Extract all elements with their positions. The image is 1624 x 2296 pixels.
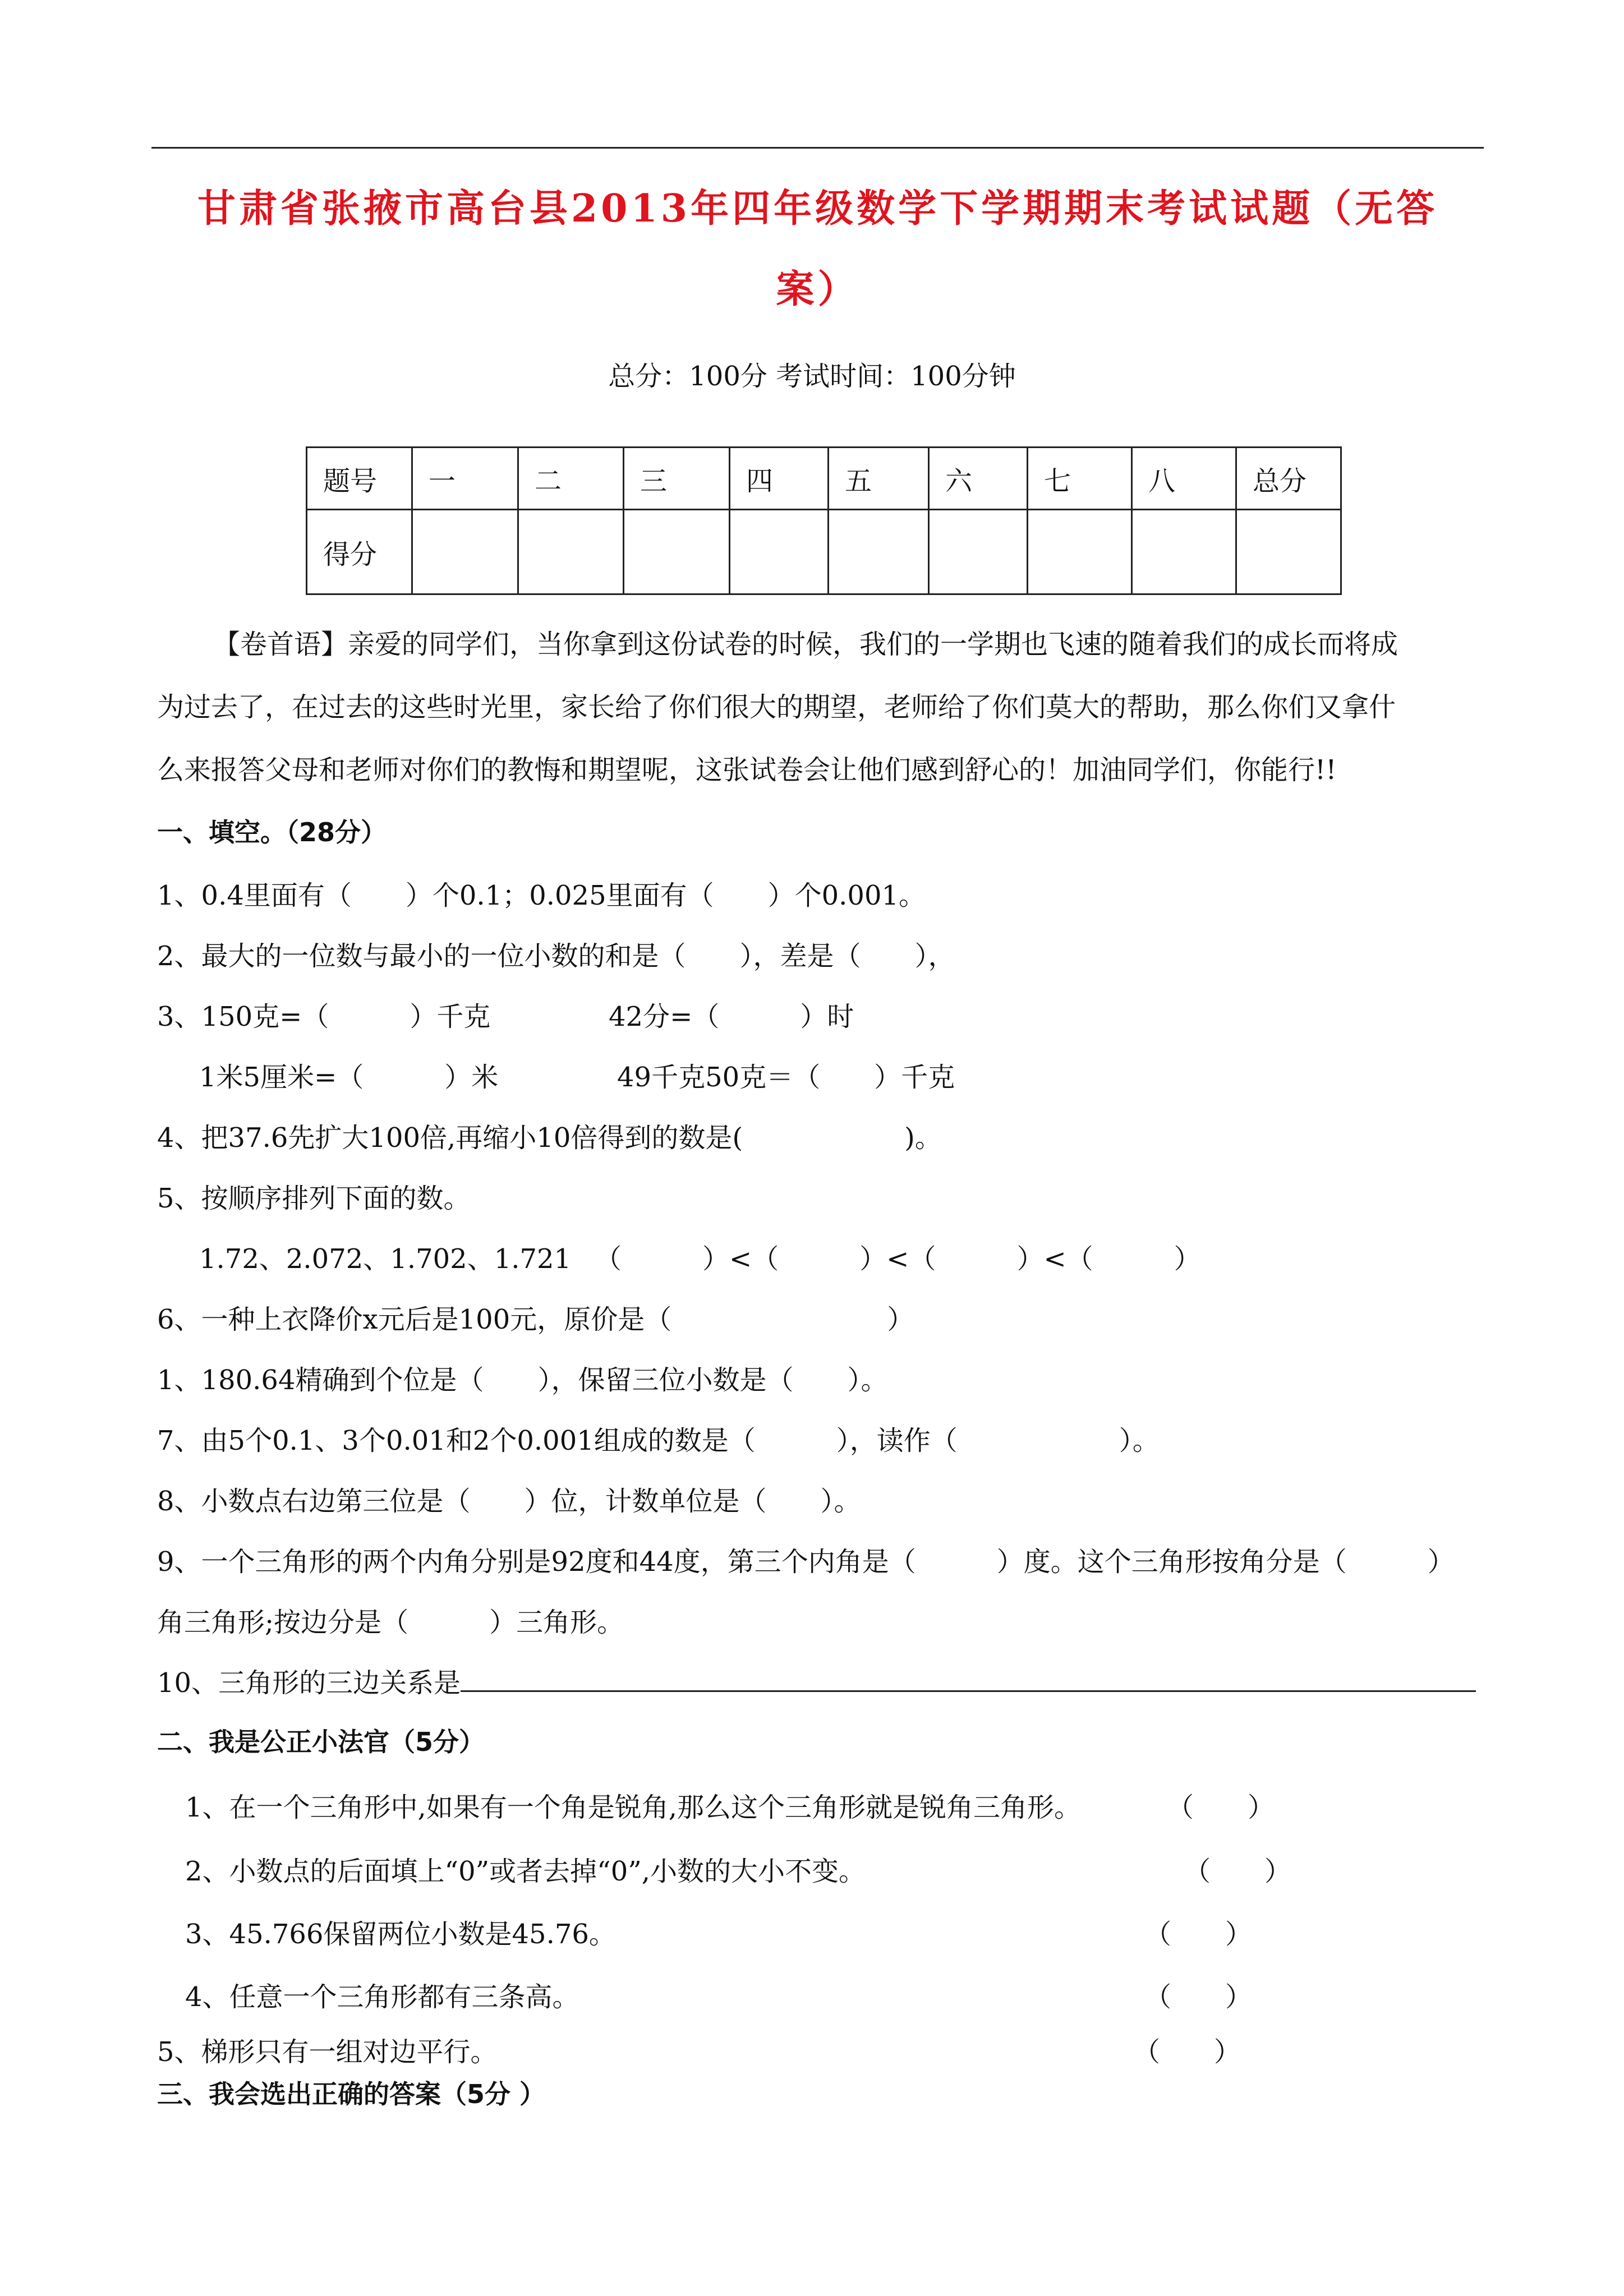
answer-line[interactable] bbox=[461, 1668, 1476, 1692]
question-9b: 角三角形;按边分是（ ）三角形。 bbox=[157, 1607, 624, 1638]
score-cell: 五 bbox=[829, 448, 929, 510]
question-3a: 3、150克=（ ）千克 bbox=[157, 1001, 491, 1032]
judge-paren-3[interactable]: （ ） bbox=[1144, 1919, 1253, 1950]
question-5-numbers: 1.72、2.072、1.702、1.721 bbox=[199, 1243, 572, 1275]
score-entry-cell[interactable] bbox=[730, 510, 829, 594]
score-entry-cell[interactable] bbox=[929, 510, 1028, 594]
preface-line: 【卷首语】亲爱的同学们，当你拿到这份试卷的时候，我们的一学期也飞速的随着我们的成长而将成 bbox=[213, 629, 1398, 660]
score-entry-cell[interactable] bbox=[518, 510, 624, 594]
exam-title-line2: 案） bbox=[776, 267, 859, 312]
judge-paren-4[interactable]: （ ） bbox=[1144, 1981, 1253, 2013]
score-table-score-row bbox=[307, 510, 1341, 594]
score-cell: 七 bbox=[1028, 448, 1132, 510]
question-3d: 49千克50克＝（ ）千克 bbox=[617, 1062, 955, 1093]
exam-meta: 总分：100分 考试时间：100分钟 bbox=[608, 361, 1016, 392]
judge-paren-2[interactable]: （ ） bbox=[1184, 1856, 1292, 1887]
section3-heading: 三、我会选出正确的答案（5分 ） bbox=[157, 2079, 546, 2109]
score-table bbox=[306, 446, 1342, 595]
section1-heading: 一、填空。（28分） bbox=[157, 817, 387, 847]
question-7: 7、由5个0.1、3个0.01和2个0.001组成的数是（ ），读作（ ）。 bbox=[157, 1425, 1160, 1456]
judge-statement-5: 5、梯形只有一组对边平行。 bbox=[157, 2036, 498, 2068]
judge-statement-1: 1、在一个三角形中,如果有一个角是锐角,那么这个三角形就是锐角三角形。 bbox=[185, 1792, 1082, 1823]
score-cell: 总分 bbox=[1236, 448, 1341, 510]
score-cell: 四 bbox=[730, 448, 829, 510]
question-2: 2、最大的一位数与最小的一位小数的和是（ ），差是（ ）， bbox=[157, 940, 955, 972]
score-cell: 八 bbox=[1132, 448, 1236, 510]
score-table-header-row bbox=[307, 448, 1341, 510]
judge-statement-2: 2、小数点的后面填上“0”或者去掉“0”,小数的大小不变。 bbox=[185, 1856, 866, 1887]
question-1b: 1、180.64精确到个位是（ ），保留三位小数是（ ）。 bbox=[157, 1364, 888, 1396]
score-entry-cell[interactable] bbox=[829, 510, 929, 594]
judge-paren-5[interactable]: （ ） bbox=[1133, 2036, 1241, 2068]
score-cell: 三 bbox=[624, 448, 730, 510]
score-cell: 得分 bbox=[307, 510, 412, 594]
preface-line: 么来报答父母和老师对你们的教悔和期望呢，这张试卷会让他们感到舒心的！加油同学们，你能行!! bbox=[157, 754, 1337, 786]
question-6: 6、一种上衣降价x元后是100元，原价是（ ） bbox=[157, 1304, 914, 1335]
question-5: 5、按顺序排列下面的数。 bbox=[157, 1183, 471, 1214]
score-entry-cell[interactable] bbox=[412, 510, 518, 594]
question-4: 4、把37.6先扩大100倍,再缩小10倍得到的数是( )。 bbox=[157, 1122, 942, 1154]
score-cell: 题号 bbox=[307, 448, 412, 510]
judge-statement-3: 3、45.766保留两位小数是45.76。 bbox=[185, 1919, 616, 1950]
question-9a: 9、一个三角形的两个内角分别是92度和44度，第三个内角是（ ）度。这个三角形按角分是（ ） bbox=[157, 1546, 1455, 1578]
section2-heading: 二、我是公正小法官（5分） bbox=[157, 1727, 485, 1757]
question-8: 8、小数点右边第三位是（ ）位，计数单位是（ ）。 bbox=[157, 1486, 861, 1517]
question-3c: 1米5厘米=（ ）米 bbox=[199, 1062, 499, 1093]
score-cell: 一 bbox=[412, 448, 518, 510]
header-rule bbox=[151, 147, 1484, 149]
score-cell: 六 bbox=[929, 448, 1028, 510]
score-entry-cell[interactable] bbox=[624, 510, 730, 594]
score-entry-cell[interactable] bbox=[1028, 510, 1132, 594]
question-10-text: 10、三角形的三边关系是 bbox=[157, 1667, 461, 1699]
score-entry-cell[interactable] bbox=[1132, 510, 1236, 594]
judge-statement-4: 4、任意一个三角形都有三条高。 bbox=[185, 1981, 579, 2013]
preface-line: 为过去了，在过去的这些时光里，家长给了你们很大的期望，老师给了你们莫大的帮助，那么你们又拿什 bbox=[157, 691, 1396, 723]
question-10 bbox=[157, 1661, 1476, 1700]
question-5-order: （ ）<（ ）<（ ）<（ ） bbox=[595, 1243, 1201, 1275]
score-cell: 二 bbox=[518, 448, 624, 510]
question-3b: 42分=（ ）时 bbox=[609, 1001, 854, 1032]
judge-paren-1[interactable]: （ ） bbox=[1167, 1792, 1275, 1823]
question-1: 1、0.4里面有（ ）个0.1；0.025里面有（ ）个0.001。 bbox=[157, 880, 926, 911]
score-entry-cell[interactable] bbox=[1236, 510, 1341, 594]
exam-title-line1: 甘肃省张掖市高台县2013年四年级数学下学期期末考试试题（无答 bbox=[197, 186, 1438, 231]
